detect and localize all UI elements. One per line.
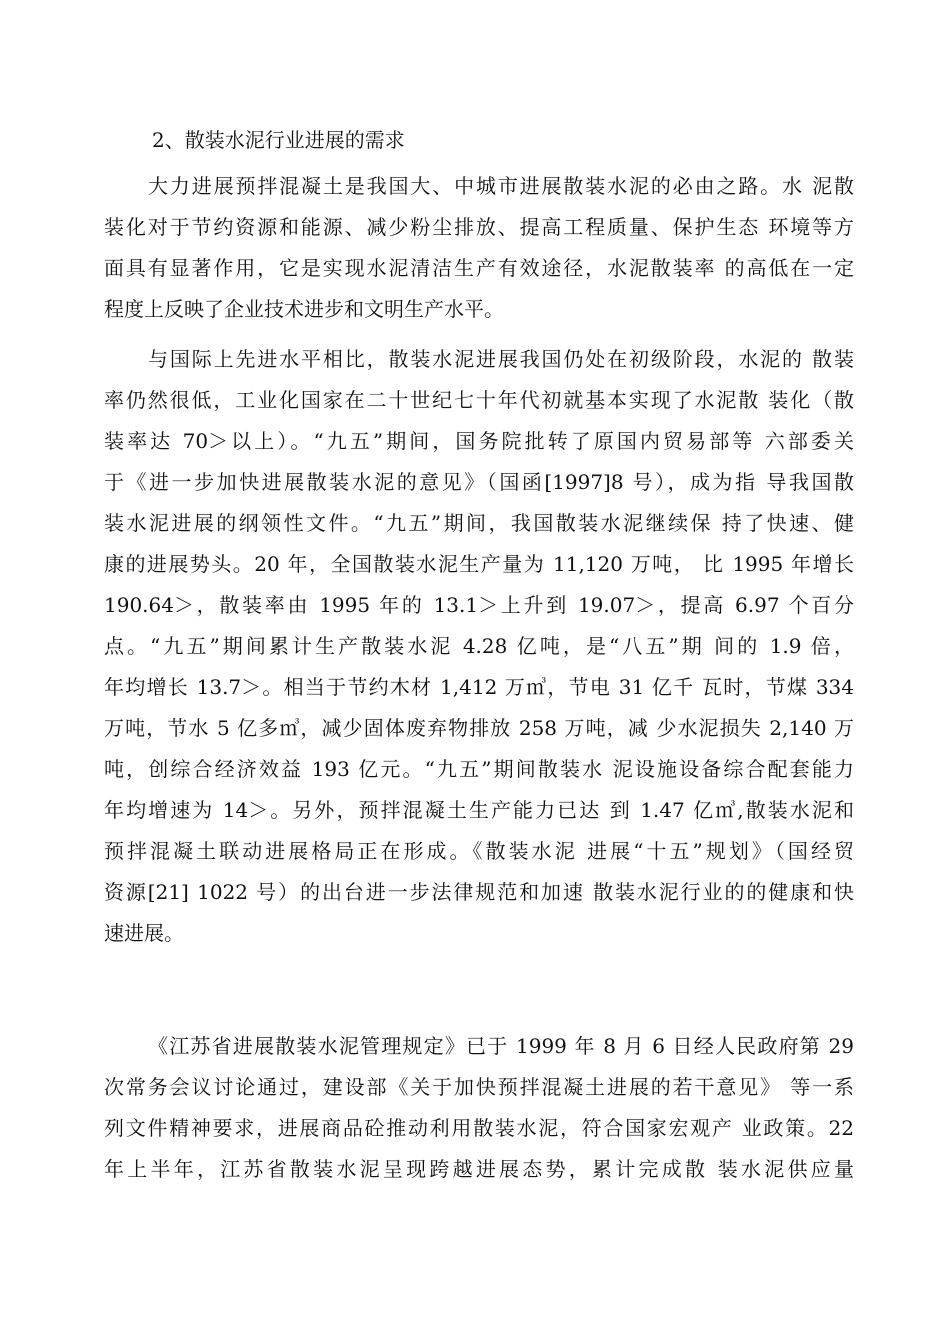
paragraph-line: 列文件精神要求，进展商品砼推动利用散装水泥，符合国家宏观产 业政策。22	[104, 1116, 854, 1140]
paragraph-line: 与国际上先进水平相比，散装水泥进展我国仍处在初级阶段，水泥的 散装	[148, 347, 854, 371]
paragraph-line: 《江苏省进展散装水泥管理规定》已于 1999 年 8 月 6 日经人民政府第 29	[148, 1034, 854, 1058]
paragraph-2	[104, 339, 854, 954]
paragraph-line: 190.64＞，散装率由 1995 年的 13.1＞上升到 19.07＞，提高 6.97 个百分	[104, 593, 854, 617]
paragraph-line: 万吨，节水 5 亿多㎥，减少固体废弃物排放 258 万吨，减 少水泥损失 2,140 万	[104, 716, 854, 740]
paragraph-line: 大力进展预拌混凝土是我国大、中城市进展散装水泥的必由之路。水 泥散	[148, 174, 854, 198]
paragraph-line: 吨，创综合经济效益 193 亿元。“九五”期间散装水 泥设施设备综合配套能力	[104, 757, 854, 781]
paragraph-line: 速进展。	[104, 921, 184, 945]
paragraph-line: 年均增长 13.7＞。相当于节约木材 1,412 万㎥，节电 31 亿千 瓦时，节煤 334	[104, 675, 854, 699]
paragraph-line: 面具有显著作用，它是实现水泥清洁生产有效途径，水泥散装率 的高低在一定	[104, 256, 854, 280]
paragraph-line: 装化对于节约资源和能源、减少粉尘排放、提高工程质量、保护生态 环境等方	[104, 215, 854, 239]
paragraph-line: 于《进一步加快进展散装水泥的意见》（国函[1997]8 号），成为指 导我国散	[104, 470, 854, 494]
paragraph-line: 装水泥进展的纲领性文件。“九五”期间，我国散装水泥继续保 持了快速、健	[104, 511, 854, 535]
paragraph-line: 装率达 70＞以上）。“九五”期间，国务院批转了原国内贸易部等 六部委关	[104, 429, 854, 453]
section-heading: 2、散装水泥行业进展的需求	[152, 128, 405, 152]
paragraph-line: 预拌混凝土联动进展格局正在形成。《散装水泥 进展“十五”规划》（国经贸	[104, 839, 854, 863]
paragraph-1	[104, 166, 854, 330]
paragraph-line: 年上半年，江苏省散装水泥呈现跨越进展态势，累计完成散 装水泥供应量	[104, 1157, 854, 1181]
paragraph-line: 点。“九五”期间累计生产散装水泥 4.28 亿吨，是“八五”期 间的 1.9 倍，	[104, 634, 854, 658]
paragraph-line: 程度上反映了企业技术进步和文明生产水平。	[104, 297, 504, 321]
paragraph-line: 率仍然很低，工业化国家在二十世纪七十年代初就基本实现了水泥散 装化（散	[104, 388, 854, 412]
paragraph-line: 康的进展势头。20 年，全国散装水泥生产量为 11,120 万吨， 比 1995 年增长	[104, 552, 854, 576]
paragraph-line: 资源[21] 1022 号）的出台进一步法律规范和加速 散装水泥行业的的健康和快	[104, 880, 854, 904]
paragraph-3	[104, 1026, 854, 1190]
paragraph-line: 年均增速为 14＞。另外，预拌混凝土生产能力已达 到 1.47 亿㎥,散装水泥和	[104, 798, 854, 822]
paragraph-line: 次常务会议讨论通过，建设部《关于加快预拌混凝土进展的若干意见》 等一系	[104, 1075, 854, 1099]
